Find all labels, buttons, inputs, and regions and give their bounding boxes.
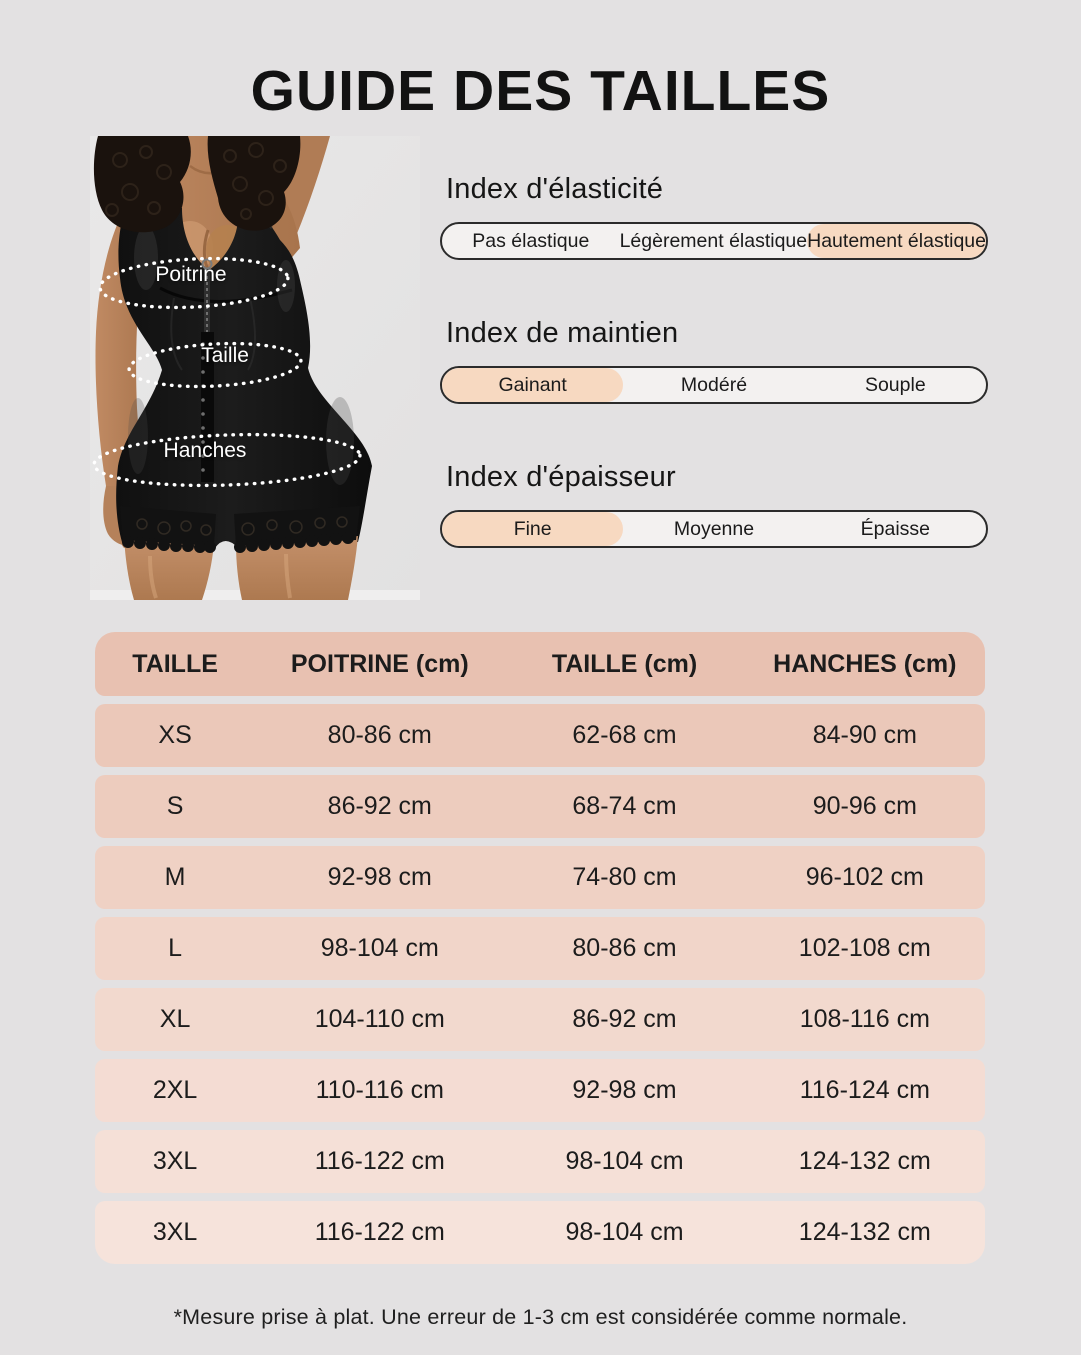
poitrine-value: 110-116 cm [315, 1076, 444, 1104]
hanches-value: 96-102 cm [805, 863, 924, 891]
size-row-3xl-2 [95, 1201, 985, 1264]
product-photo-panel [90, 136, 420, 600]
size-table-header-row [95, 632, 985, 696]
thickness-index-title: Index d'épaisseur [446, 461, 676, 493]
taille-value: 86-92 cm [572, 1005, 677, 1033]
header-poitrine-cm: POITRINE (cm) [290, 649, 469, 678]
size-row-m [95, 846, 985, 909]
elasticity-option-legerement-elastique: Légèrement élastique [619, 229, 808, 252]
hanches-value: 90-96 cm [812, 792, 917, 820]
hanches-value: 102-108 cm [798, 934, 931, 962]
size-label: 3XL [152, 1218, 198, 1246]
size-row-l [95, 917, 985, 980]
size-label: S [166, 792, 184, 820]
measurement-label-hanches: Hanches [163, 439, 247, 462]
thickness-option-epaisse: Épaisse [860, 517, 930, 540]
hanches-value: 84-90 cm [812, 721, 917, 749]
hanches-value: 124-132 cm [798, 1218, 931, 1246]
poitrine-value: 116-122 cm [314, 1218, 445, 1246]
size-row-xl [95, 988, 985, 1051]
thickness-option-moyenne: Moyenne [673, 517, 755, 540]
size-label: 3XL [152, 1147, 198, 1175]
size-label: XL [159, 1005, 191, 1033]
hanches-value: 108-116 cm [799, 1005, 930, 1033]
poitrine-value: 116-122 cm [314, 1147, 445, 1175]
poitrine-value: 92-98 cm [327, 863, 432, 891]
poitrine-value: 86-92 cm [327, 792, 432, 820]
poitrine-value: 80-86 cm [327, 721, 432, 749]
size-label: 2XL [152, 1076, 198, 1104]
support-index-title: Index de maintien [446, 317, 679, 349]
thickness-option-fine: Fine [442, 512, 623, 546]
taille-value: 92-98 cm [572, 1076, 677, 1104]
poitrine-value: 104-110 cm [314, 1005, 445, 1033]
size-row-xs [95, 704, 985, 767]
taille-value: 98-104 cm [565, 1218, 684, 1246]
taille-value: 62-68 cm [572, 721, 677, 749]
header-hanches-cm: HANCHES (cm) [773, 649, 957, 678]
taille-value: 98-104 cm [565, 1147, 684, 1175]
size-label: XS [158, 721, 192, 749]
support-option-modere: Modéré [680, 373, 748, 396]
size-label: M [164, 863, 186, 891]
support-option-gainant: Gainant [442, 368, 623, 402]
hanches-value: 116-124 cm [799, 1076, 930, 1104]
header-taille-cm: TAILLE (cm) [551, 649, 698, 678]
size-row-s [95, 775, 985, 838]
size-row-3xl [95, 1130, 985, 1193]
measurement-label-poitrine: Poitrine [155, 263, 227, 286]
measurement-label-taille: Taille [201, 344, 249, 367]
thickness-index-scale [440, 510, 988, 548]
size-table [95, 632, 985, 1272]
size-label: L [168, 934, 183, 962]
support-option-souple: Souple [864, 373, 926, 396]
size-row-2xl [95, 1059, 985, 1122]
hanches-value: 124-132 cm [798, 1147, 931, 1175]
taille-value: 74-80 cm [572, 863, 677, 891]
taille-value: 80-86 cm [572, 934, 677, 962]
page-title: GUIDE DES TAILLES [250, 59, 831, 124]
support-index-scale [440, 366, 988, 404]
elasticity-index-title: Index d'élasticité [446, 173, 664, 205]
measurement-footnote: *Mesure prise à plat. Une erreur de 1-3 cm est considérée comme normale. [173, 1305, 908, 1329]
elasticity-option-hautement-elastique: Hautement élastique [807, 224, 986, 258]
elasticity-option-pas-elastique: Pas élastique [472, 229, 590, 252]
taille-value: 68-74 cm [572, 792, 677, 820]
header-taille: TAILLE [132, 649, 218, 678]
model-photo [90, 136, 420, 600]
poitrine-value: 98-104 cm [320, 934, 439, 962]
elasticity-index-scale [440, 222, 988, 260]
